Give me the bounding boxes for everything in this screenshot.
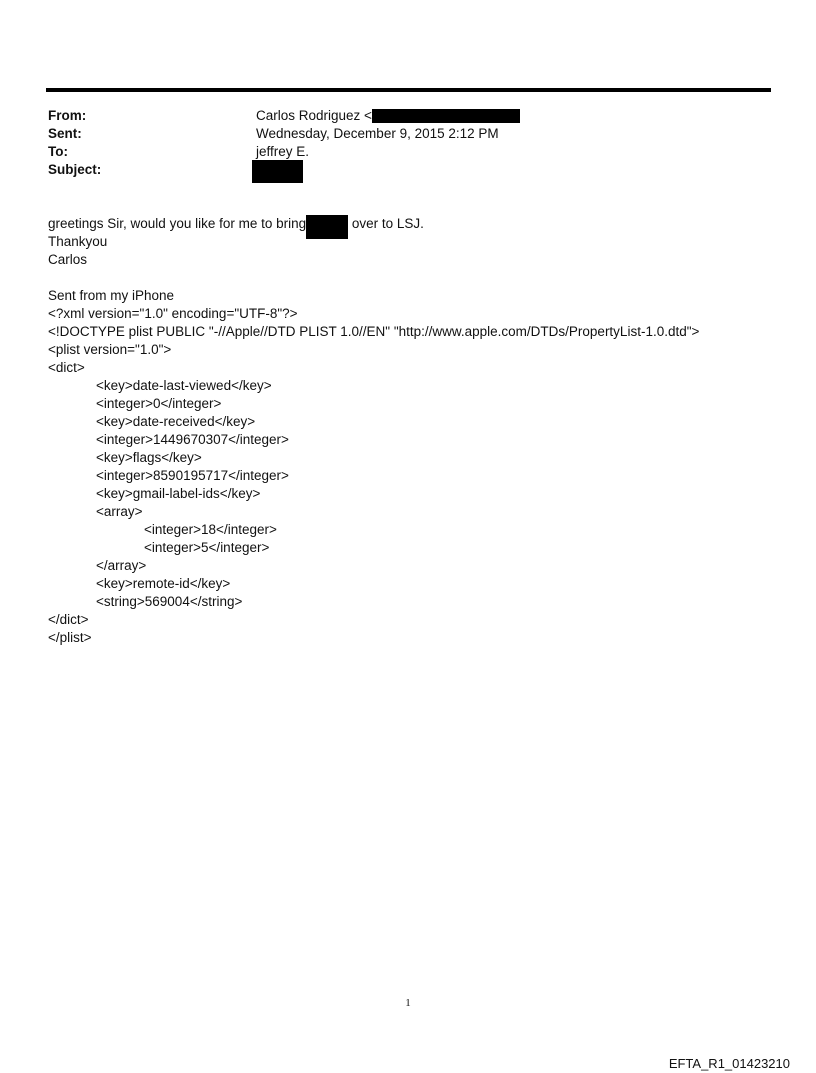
redaction-box [372, 109, 520, 123]
subject-redaction [252, 160, 303, 183]
xml-line: </dict> [48, 612, 89, 627]
xml-line: <key>flags</key> [96, 450, 202, 465]
xml-line: <integer>0</integer> [96, 396, 222, 411]
xml-line: <key>gmail-label-ids</key> [96, 486, 261, 501]
from-label: From: [48, 108, 87, 123]
greeting-pre: greetings Sir, would you like for me to bring [48, 216, 307, 231]
xml-line: <dict> [48, 360, 85, 375]
xml-line: <integer>8590195717</integer> [96, 468, 289, 483]
xml-line: <key>remote-id</key> [96, 576, 231, 591]
name-line: Carlos [48, 252, 88, 267]
from-value [256, 107, 520, 125]
xml-line: </plist> [48, 630, 92, 645]
body-redaction [306, 215, 348, 239]
page-number: 1 [405, 997, 411, 1009]
xml-line: <key>date-last-viewed</key> [96, 378, 272, 393]
thanks-line: Thankyou [48, 234, 108, 249]
sent-value: Wednesday, December 9, 2015 2:12 PM [256, 126, 499, 141]
to-label: To: [48, 144, 68, 159]
greeting-post: over to LSJ. [348, 216, 424, 231]
xml-line: <?xml version="1.0" encoding="UTF-8"?> [48, 306, 298, 321]
xml-line: <array> [96, 504, 143, 519]
xml-line: <integer>5</integer> [144, 540, 270, 555]
xml-line: <integer>18</integer> [144, 522, 277, 537]
subject-label: Subject: [48, 162, 102, 177]
xml-line: <plist version="1.0"> [48, 342, 172, 357]
header-divider [46, 88, 771, 92]
from-name: Carlos Rodriguez < [256, 108, 372, 123]
document-id: EFTA_R1_01423210 [668, 1056, 790, 1071]
to-value: jeffrey E. [256, 144, 310, 159]
xml-line: <integer>1449670307</integer> [96, 432, 289, 447]
xml-line: <string>569004</string> [96, 594, 243, 609]
xml-line: <key>date-received</key> [96, 414, 256, 429]
xml-line: </array> [96, 558, 147, 573]
xml-line: <!DOCTYPE plist PUBLIC "-//Apple//DTD PLIST 1.0//EN" "http://www.apple.com/DTDs/PropertyList-1.0.dtd"> [48, 324, 700, 339]
sent-label: Sent: [48, 126, 82, 141]
signature-line: Sent from my iPhone [48, 288, 175, 303]
